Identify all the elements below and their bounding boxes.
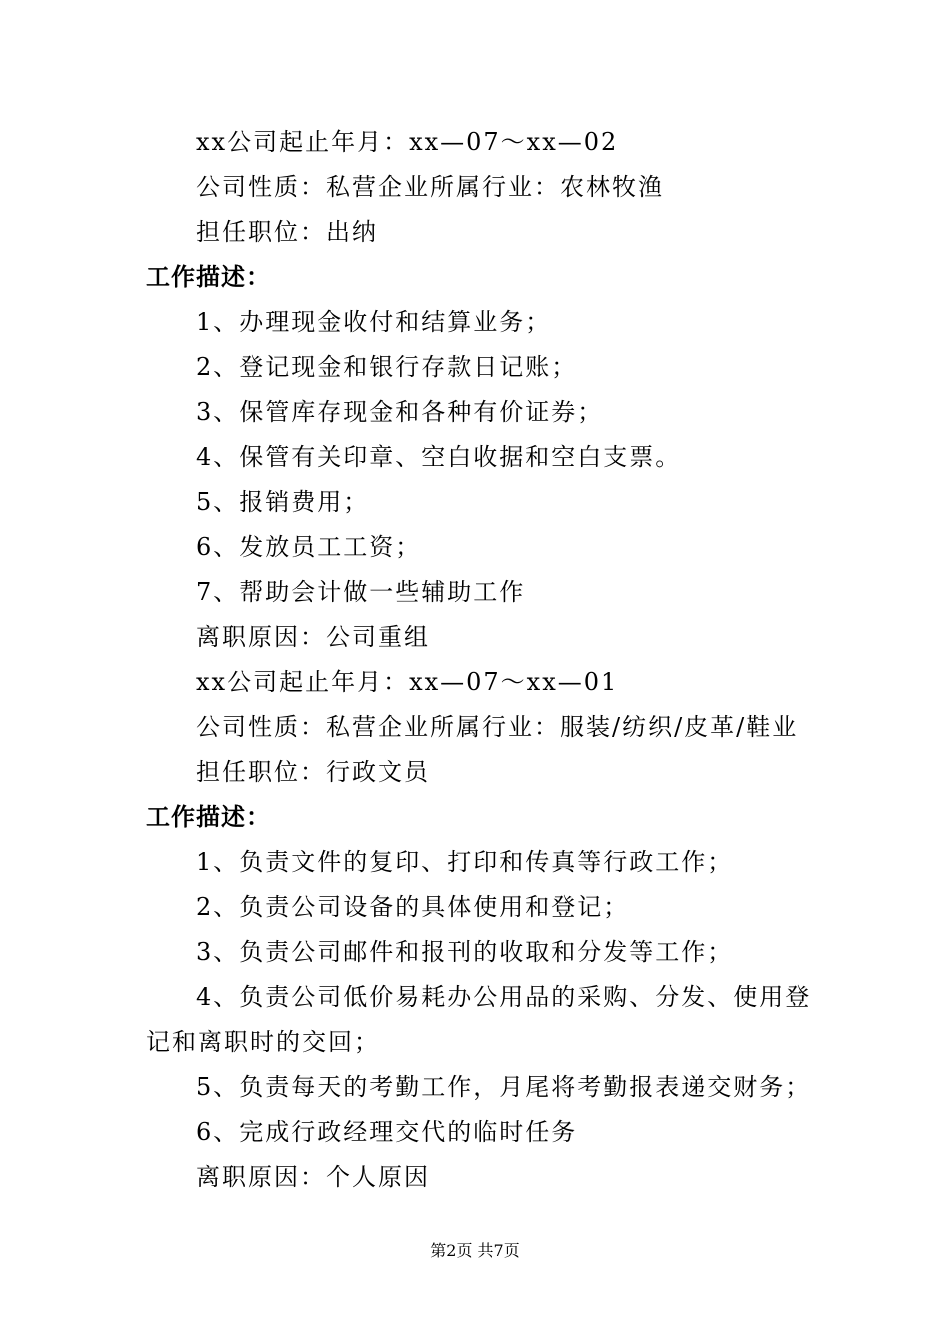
section-heading: 工作描述： — [146, 803, 271, 831]
position: 担任职位：行政文员 — [196, 758, 430, 786]
company-period: xx公司起止年月：xx—07～xx—01 — [196, 668, 619, 696]
duty-item: 2、登记现金和银行存款日记账； — [196, 353, 578, 381]
duty-item: 1、负责文件的复印、打印和传真等行政工作； — [196, 848, 734, 876]
duty-item: 6、发放员工工资； — [196, 533, 422, 561]
duty-item: 5、负责每天的考勤工作，月尾将考勤报表递交财务； — [196, 1073, 812, 1101]
duty-item: 7、帮助会计做一些辅助工作 — [196, 578, 526, 606]
company-period: xx公司起止年月：xx—07～xx—02 — [196, 128, 619, 156]
duty-item: 6、完成行政经理交代的临时任务 — [196, 1118, 578, 1146]
duty-item: 4、负责公司低价易耗办公用品的采购、分发、使用登 — [196, 983, 812, 1011]
company-nature: 公司性质：私营企业所属行业：农林牧渔 — [196, 173, 664, 201]
company-nature: 公司性质：私营企业所属行业：服装/纺织/皮革/鞋业 — [196, 713, 799, 741]
duty-item: 1、办理现金收付和结算业务； — [196, 308, 552, 336]
duty-item: 3、负责公司邮件和报刊的收取和分发等工作； — [196, 938, 734, 966]
duty-item: 2、负责公司设备的具体使用和登记； — [196, 893, 630, 921]
page-footer: 第2页 共7页 — [430, 1241, 520, 1260]
section-heading: 工作描述： — [146, 263, 271, 291]
duty-item: 3、保管库存现金和各种有价证券； — [196, 398, 604, 426]
leave-reason: 离职原因：个人原因 — [196, 1163, 430, 1191]
duty-item: 4、保管有关印章、空白收据和空白支票。 — [196, 443, 682, 471]
leave-reason: 离职原因：公司重组 — [196, 623, 430, 651]
position: 担任职位：出纳 — [196, 218, 378, 246]
duty-item: 5、报销费用； — [196, 488, 370, 516]
duty-item-continued: 记和离职时的交回； — [146, 1028, 380, 1056]
